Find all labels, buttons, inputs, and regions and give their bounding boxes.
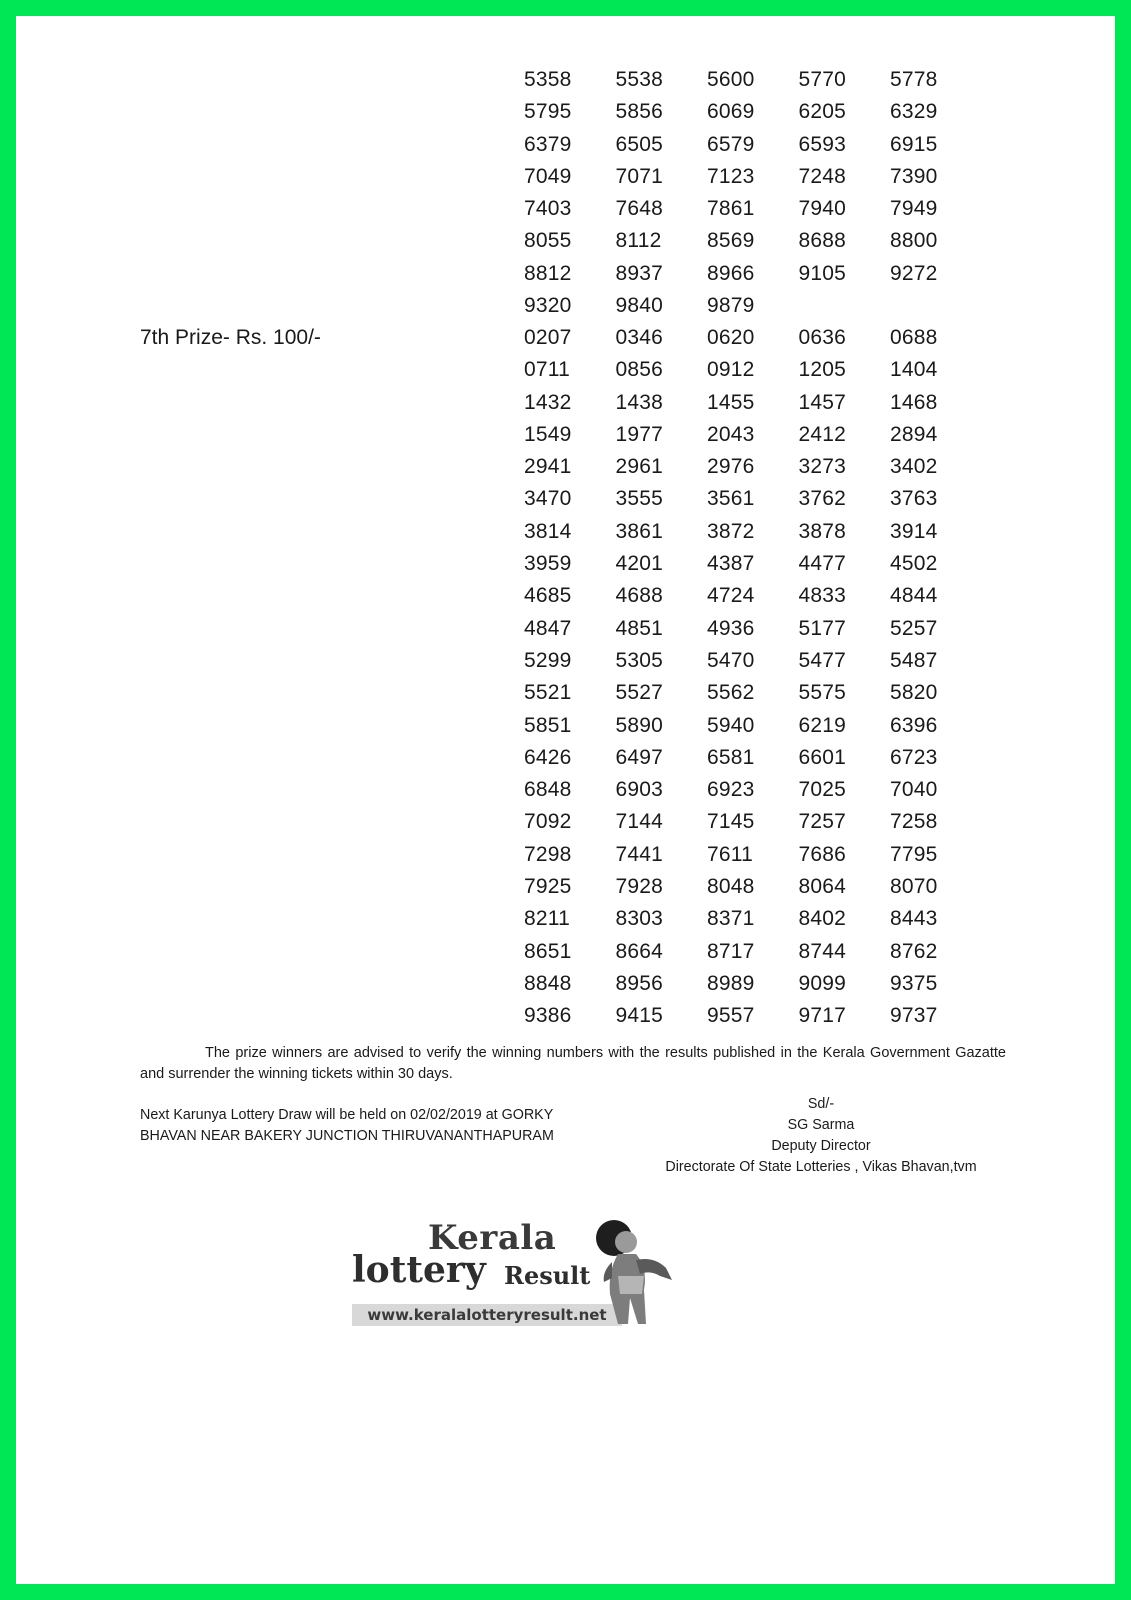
winning-number: 5890	[615, 713, 664, 737]
winning-number: 5177	[798, 616, 847, 640]
winning-number: 4847	[524, 616, 572, 640]
winning-number: 4844	[890, 584, 938, 608]
winning-number: 9557	[707, 1004, 755, 1028]
logo-text-result: Result	[504, 1261, 591, 1290]
winning-number: 8651	[524, 939, 572, 963]
winning-number: 3763	[890, 487, 938, 511]
winning-number: 6205	[798, 100, 847, 124]
winning-number: 3872	[707, 519, 755, 543]
winners-notice: The prize winners are advised to verify the winning numbers with the results published in the Kerala Government Gazatte and surrender the winning tickets within 30 days.	[140, 1045, 1006, 1082]
winning-number: 0346	[615, 326, 664, 349]
winning-number: 8664	[615, 939, 664, 963]
winning-number: 9717	[798, 1004, 847, 1028]
winning-number: 3470	[524, 487, 572, 511]
winning-number: 6579	[707, 132, 755, 156]
winning-number: 5562	[707, 681, 755, 705]
winning-number: 8717	[707, 939, 755, 963]
winning-number: 5527	[615, 681, 664, 705]
winning-number: 2961	[615, 455, 664, 479]
winning-number: 6915	[890, 132, 938, 156]
winning-number: 6903	[615, 778, 664, 802]
winning-number: 6396	[890, 713, 938, 737]
winning-number: 7049	[524, 164, 572, 188]
winning-number: 3861	[615, 519, 664, 543]
winning-number: 6497	[615, 745, 664, 769]
winning-number: 4936	[707, 616, 755, 640]
winning-number: 5358	[524, 68, 572, 91]
winning-number: 3914	[890, 519, 938, 543]
winning-number: 7025	[798, 778, 847, 802]
winning-number: 7248	[798, 164, 847, 188]
signature-sd: Sd/-	[807, 1096, 835, 1112]
winning-number: 7390	[890, 164, 938, 188]
logo-text-lottery: lottery	[352, 1249, 486, 1291]
winning-number: 8371	[707, 907, 755, 931]
winning-number: 8402	[798, 907, 847, 931]
next-draw-line-1: Next Karunya Lottery Draw will be held on 02/02/2019 at GORKY	[140, 1107, 554, 1123]
winning-number: 6219	[798, 713, 847, 737]
winning-number: 0912	[707, 358, 755, 382]
winning-number: 3878	[798, 519, 847, 543]
winning-number: 8937	[615, 261, 664, 285]
winning-number: 8688	[798, 229, 847, 253]
winning-number: 6505	[615, 132, 664, 156]
winning-number: 5299	[524, 648, 572, 672]
winning-number: 8048	[707, 875, 755, 899]
winning-number: 8303	[615, 907, 664, 931]
winning-number: 5521	[524, 681, 572, 705]
winning-number: 6848	[524, 778, 572, 802]
winning-number: 2894	[890, 422, 938, 446]
winning-number: 8112	[615, 229, 662, 253]
winning-number: 8956	[615, 971, 664, 995]
winning-number: 3762	[798, 487, 847, 511]
winning-number: 7861	[707, 197, 755, 221]
winning-number: 5795	[524, 100, 572, 124]
winning-number: 9386	[524, 1004, 572, 1028]
mascot-figure-icon	[588, 1216, 678, 1328]
winning-number: 2043	[707, 422, 755, 446]
winning-number: 4724	[707, 584, 755, 608]
winning-number: 1457	[798, 390, 847, 414]
winning-number: 7940	[798, 197, 847, 221]
winning-number: 7040	[890, 778, 938, 802]
winning-number: 0688	[890, 326, 938, 349]
winning-number: 2412	[798, 422, 847, 446]
winning-number: 8211	[524, 907, 570, 931]
winning-number: 7925	[524, 875, 572, 899]
winning-number: 6601	[798, 745, 847, 769]
winning-number: 7071	[615, 164, 664, 188]
winning-number: 8055	[524, 229, 572, 253]
winning-number: 2941	[524, 455, 572, 479]
winning-number: 8744	[798, 939, 847, 963]
winning-number: 4688	[615, 584, 664, 608]
winning-number: 7258	[890, 810, 938, 834]
seventh-prize-label: 7th Prize- Rs. 100/-	[140, 326, 321, 349]
winning-number: 4201	[615, 552, 664, 576]
winning-number: 0636	[798, 326, 847, 349]
winning-number: 5538	[615, 68, 664, 91]
winning-number: 7928	[615, 875, 664, 899]
winning-number: 3402	[890, 455, 938, 479]
winning-number: 8800	[890, 229, 938, 253]
winning-number: 8569	[707, 229, 755, 253]
winning-number: 7403	[524, 197, 572, 221]
winning-number: 1404	[890, 358, 938, 382]
winning-number: 1468	[890, 390, 938, 414]
winning-number: 5575	[798, 681, 847, 705]
continued-prize-numbers	[524, 64, 982, 322]
winning-number: 7144	[615, 810, 664, 834]
winning-number: 8966	[707, 261, 755, 285]
winning-number: 4851	[615, 616, 664, 640]
winning-number: 0620	[707, 326, 755, 349]
winning-number: 9737	[890, 1004, 938, 1028]
winning-number: 1432	[524, 390, 572, 414]
winning-number: 7441	[615, 842, 664, 866]
winning-number: 6329	[890, 100, 938, 124]
seventh-prize-numbers	[524, 322, 982, 1033]
signatory-office: Directorate Of State Lotteries , Vikas Bhavan,tvm	[665, 1159, 977, 1175]
winning-number: 9415	[615, 1004, 664, 1028]
next-draw-line-2: BHAVAN NEAR BAKERY JUNCTION THIRUVANANTHAPURAM	[140, 1128, 554, 1144]
winning-number: 6379	[524, 132, 572, 156]
winning-number: 3814	[524, 519, 572, 543]
logo-text-kerala: Kerala	[428, 1218, 557, 1258]
winning-number: 7795	[890, 842, 938, 866]
winning-number: 9105	[798, 261, 847, 285]
winning-number: 3273	[798, 455, 847, 479]
winning-number: 8848	[524, 971, 572, 995]
winning-number: 6426	[524, 745, 572, 769]
winning-number: 7298	[524, 842, 572, 866]
winning-number: 5778	[890, 68, 938, 91]
logo-url: www.keralalotteryresult.net	[352, 1304, 622, 1326]
winning-number: 8064	[798, 875, 847, 899]
winning-number: 8443	[890, 907, 938, 931]
winning-number: 7611	[707, 842, 753, 866]
winning-number: 2976	[707, 455, 755, 479]
winning-number: 8070	[890, 875, 938, 899]
winning-number: 5257	[890, 616, 938, 640]
signatory-name: SG Sarma	[787, 1117, 855, 1133]
winning-number: 1455	[707, 390, 755, 414]
winning-number: 9320	[524, 294, 572, 318]
winning-number: 0711	[524, 358, 570, 382]
winning-number: 0856	[615, 358, 664, 382]
winning-number: 5940	[707, 713, 755, 737]
winning-number: 7648	[615, 197, 664, 221]
winning-number: 9840	[615, 294, 664, 318]
winning-number: 4387	[707, 552, 755, 576]
winning-number: 6923	[707, 778, 755, 802]
winning-number: 8762	[890, 939, 938, 963]
winning-number: 7686	[798, 842, 847, 866]
signatory-designation: Deputy Director	[771, 1138, 871, 1154]
winning-number: 6593	[798, 132, 847, 156]
winning-number: 3959	[524, 552, 572, 576]
winning-number: 5477	[798, 648, 847, 672]
winning-number: 7123	[707, 164, 755, 188]
winning-number: 9375	[890, 971, 938, 995]
winning-number: 1438	[615, 390, 664, 414]
kerala-lottery-result-logo	[352, 1216, 682, 1331]
winning-number: 5856	[615, 100, 664, 124]
winning-number: 5305	[615, 648, 664, 672]
winning-number: 9272	[890, 261, 938, 285]
winning-number: 5487	[890, 648, 938, 672]
next-draw-info	[140, 1105, 600, 1147]
winning-number: 9879	[707, 294, 755, 318]
winning-number: 9099	[798, 971, 847, 995]
winning-number: 4833	[798, 584, 847, 608]
winning-number: 5470	[707, 648, 755, 672]
result-page	[16, 16, 1115, 1584]
winning-number: 8989	[707, 971, 755, 995]
winning-number: 8812	[524, 261, 572, 285]
winning-number: 5770	[798, 68, 847, 91]
winning-number: 3561	[707, 487, 755, 511]
winning-number: 0207	[524, 326, 572, 349]
winning-number: 7257	[798, 810, 847, 834]
winning-number: 4477	[798, 552, 847, 576]
winning-number: 6581	[707, 745, 755, 769]
winning-number: 4502	[890, 552, 938, 576]
winning-number: 3555	[615, 487, 664, 511]
winning-number: 5851	[524, 713, 572, 737]
winning-number: 7092	[524, 810, 572, 834]
winning-number: 7145	[707, 810, 755, 834]
winning-number: 5820	[890, 681, 938, 705]
winning-number: 1205	[798, 358, 847, 382]
winning-number: 6723	[890, 745, 938, 769]
winning-number: 5600	[707, 68, 755, 91]
winning-number: 1549	[524, 422, 572, 446]
winning-number: 1977	[615, 422, 664, 446]
winning-number: 4685	[524, 584, 572, 608]
winning-number: 6069	[707, 100, 755, 124]
winning-number: 7949	[890, 197, 938, 221]
signature-block	[616, 1094, 1026, 1178]
